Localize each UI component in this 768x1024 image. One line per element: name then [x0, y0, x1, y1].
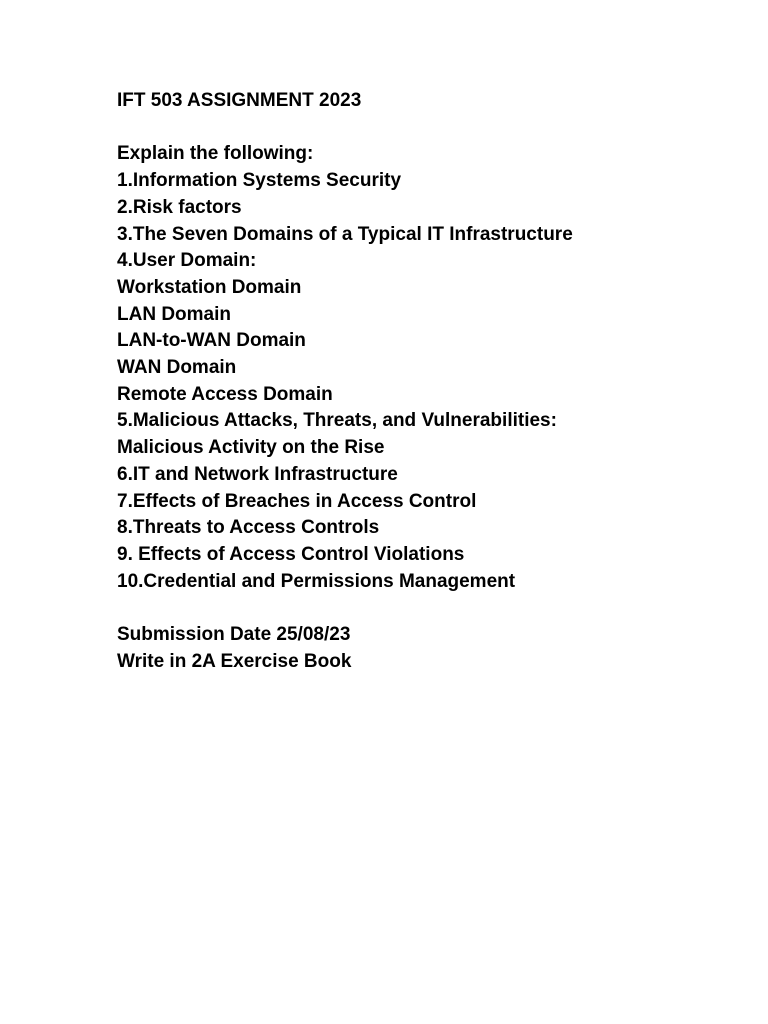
- list-item: 8.Threats to Access Controls: [117, 517, 380, 539]
- spacer: [117, 115, 737, 142]
- list-item: 1.Information Systems Security: [117, 170, 402, 192]
- list-item: 4.User Domain:: [117, 250, 257, 272]
- list-item: 2.Risk factors: [117, 196, 242, 218]
- assignment-content: [117, 88, 737, 675]
- submission-date: Submission Date 25/08/23: [117, 624, 351, 646]
- list-item: Workstation Domain: [117, 276, 302, 298]
- list-item: Remote Access Domain: [117, 383, 333, 405]
- list-item: LAN Domain: [117, 303, 231, 325]
- list-item: 10.Credential and Permissions Management: [117, 570, 516, 592]
- list-item: Malicious Activity on the Rise: [117, 437, 385, 459]
- assignment-title: IFT 503 ASSIGNMENT 2023: [117, 90, 362, 111]
- list-item: LAN-to-WAN Domain: [117, 330, 306, 352]
- list-item: WAN Domain: [117, 357, 237, 379]
- list-item: 7.Effects of Breaches in Access Control: [117, 490, 477, 512]
- spacer: [117, 595, 737, 622]
- list-item: 5.Malicious Attacks, Threats, and Vulnerabilities:: [117, 410, 557, 432]
- write-instruction: Write in 2A Exercise Book: [117, 650, 352, 672]
- list-item: 9. Effects of Access Control Violations: [117, 543, 465, 565]
- list-item: 6.IT and Network Infrastructure: [117, 463, 398, 485]
- list-item: 3.The Seven Domains of a Typical IT Infrastructure: [117, 223, 573, 245]
- instruction-text: Explain the following:: [117, 143, 314, 165]
